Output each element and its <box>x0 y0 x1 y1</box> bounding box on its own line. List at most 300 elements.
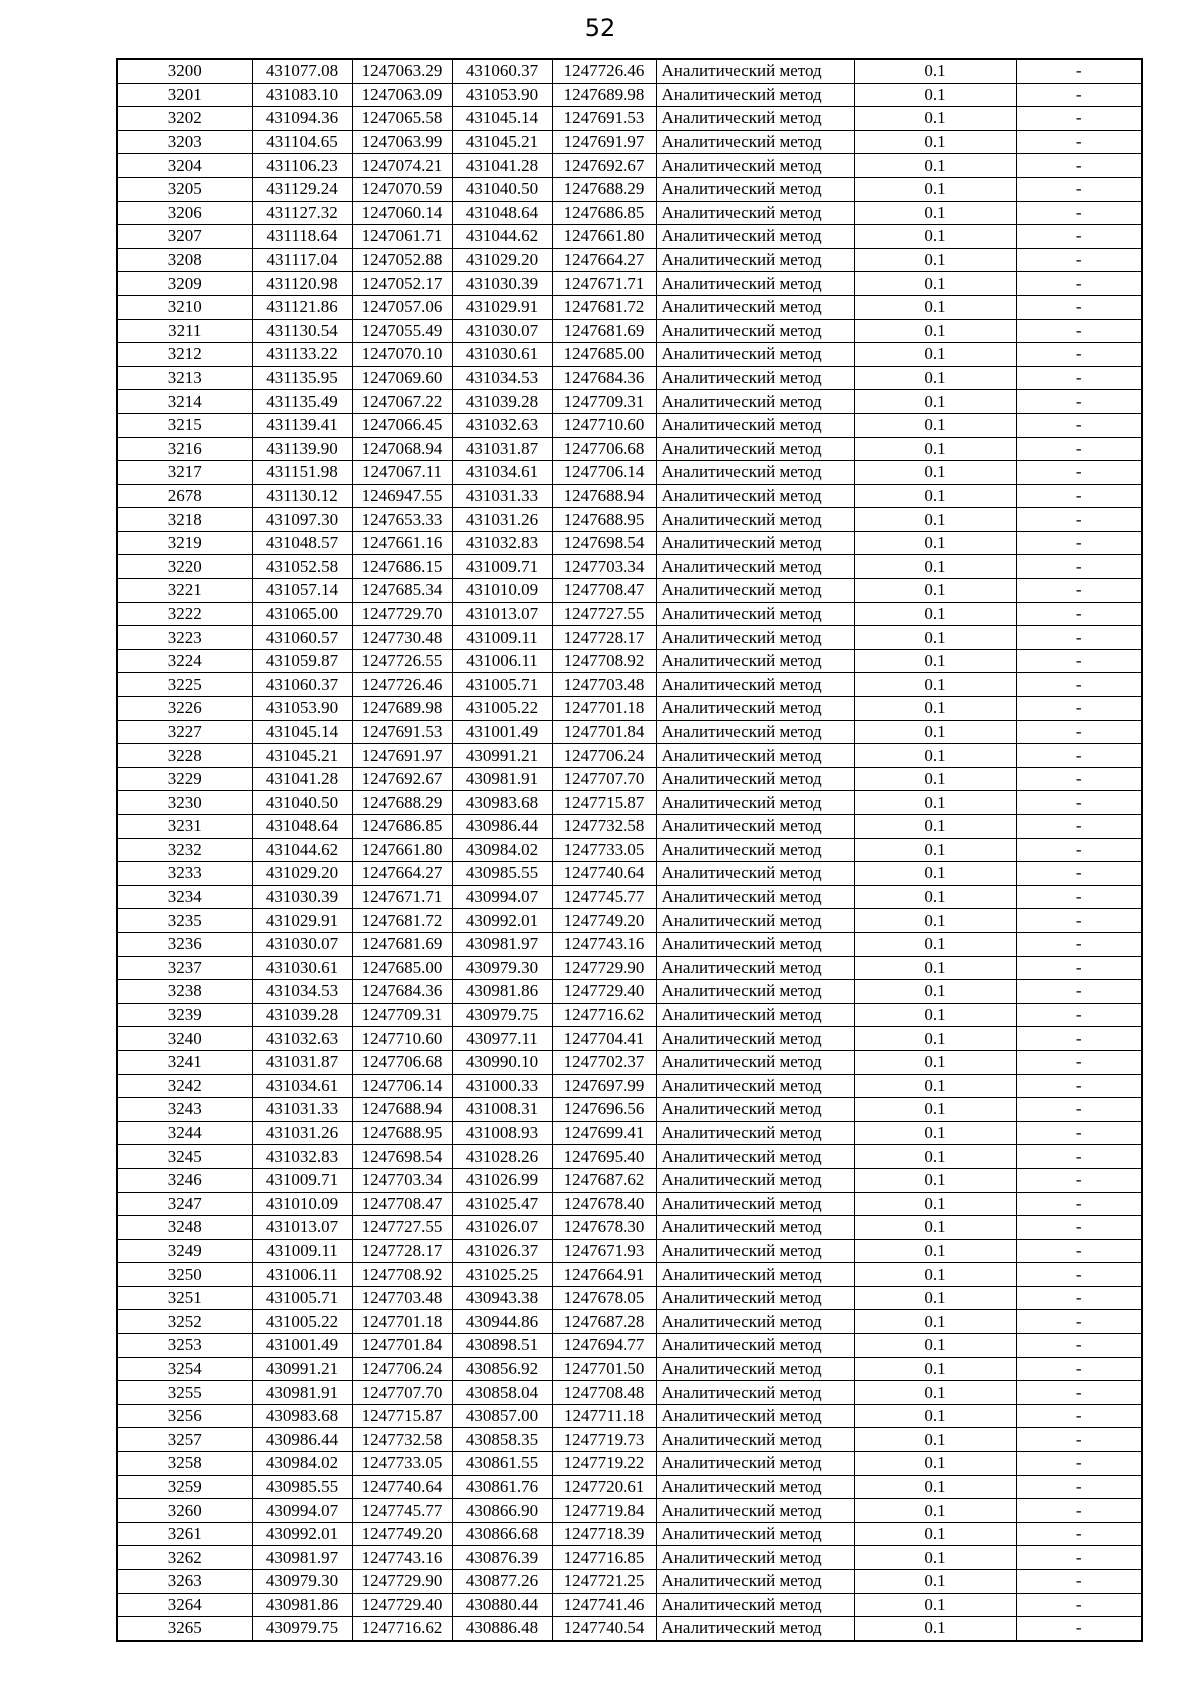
y-old-cell: 1247729.70 <box>352 602 452 626</box>
table-row <box>117 59 1142 83</box>
y-old-cell: 1247726.55 <box>352 649 452 673</box>
method-cell: Аналитический метод <box>656 579 854 603</box>
accuracy-cell: 0.1 <box>854 1570 1016 1594</box>
note-cell: - <box>1016 602 1142 626</box>
y-old-cell: 1247685.34 <box>352 579 452 603</box>
method-cell: Аналитический метод <box>656 1310 854 1334</box>
point-number-cell: 3259 <box>117 1475 252 1499</box>
note-cell: - <box>1016 366 1142 390</box>
note-cell: - <box>1016 1617 1142 1641</box>
table-row <box>117 885 1142 909</box>
x-new-cell: 431009.11 <box>452 626 552 650</box>
y-old-cell: 1247730.48 <box>352 626 452 650</box>
y-new-cell: 1247741.46 <box>552 1593 656 1617</box>
accuracy-cell: 0.1 <box>854 1216 1016 1240</box>
y-old-cell: 1247745.77 <box>352 1499 452 1523</box>
point-number-cell: 3226 <box>117 697 252 721</box>
point-number-cell: 3232 <box>117 838 252 862</box>
note-cell: - <box>1016 673 1142 697</box>
y-old-cell: 1247653.33 <box>352 508 452 532</box>
table-row <box>117 1310 1142 1334</box>
accuracy-cell: 0.1 <box>854 1098 1016 1122</box>
point-number-cell: 3233 <box>117 862 252 886</box>
x-old-cell: 431045.21 <box>252 744 352 768</box>
note-cell: - <box>1016 1216 1142 1240</box>
x-old-cell: 431053.90 <box>252 697 352 721</box>
table-row <box>117 1452 1142 1476</box>
accuracy-cell: 0.1 <box>854 295 1016 319</box>
method-cell: Аналитический метод <box>656 815 854 839</box>
y-old-cell: 1247733.05 <box>352 1452 452 1476</box>
table-row <box>117 1404 1142 1428</box>
x-new-cell: 430877.26 <box>452 1570 552 1594</box>
accuracy-cell: 0.1 <box>854 838 1016 862</box>
x-new-cell: 431005.22 <box>452 697 552 721</box>
x-new-cell: 431030.61 <box>452 343 552 367</box>
x-old-cell: 431077.08 <box>252 59 352 83</box>
y-new-cell: 1247727.55 <box>552 602 656 626</box>
point-number-cell: 3230 <box>117 791 252 815</box>
x-old-cell: 430979.75 <box>252 1617 352 1641</box>
accuracy-cell: 0.1 <box>854 177 1016 201</box>
y-old-cell: 1247701.18 <box>352 1310 452 1334</box>
x-new-cell: 431031.26 <box>452 508 552 532</box>
point-number-cell: 3221 <box>117 579 252 603</box>
x-old-cell: 431059.87 <box>252 649 352 673</box>
note-cell: - <box>1016 437 1142 461</box>
method-cell: Аналитический метод <box>656 1192 854 1216</box>
x-new-cell: 431029.91 <box>452 295 552 319</box>
y-new-cell: 1247706.14 <box>552 461 656 485</box>
table-row <box>117 461 1142 485</box>
y-old-cell: 1247706.24 <box>352 1357 452 1381</box>
note-cell: - <box>1016 1428 1142 1452</box>
x-old-cell: 431030.61 <box>252 956 352 980</box>
y-new-cell: 1247694.77 <box>552 1334 656 1358</box>
accuracy-cell: 0.1 <box>854 83 1016 107</box>
y-new-cell: 1247688.95 <box>552 508 656 532</box>
y-old-cell: 1247070.59 <box>352 177 452 201</box>
accuracy-cell: 0.1 <box>854 1050 1016 1074</box>
x-old-cell: 431032.63 <box>252 1027 352 1051</box>
x-old-cell: 431030.07 <box>252 932 352 956</box>
x-new-cell: 431013.07 <box>452 602 552 626</box>
x-old-cell: 431001.49 <box>252 1334 352 1358</box>
y-old-cell: 1247661.80 <box>352 838 452 862</box>
y-new-cell: 1247732.58 <box>552 815 656 839</box>
x-new-cell: 431026.99 <box>452 1168 552 1192</box>
y-old-cell: 1247749.20 <box>352 1522 452 1546</box>
note-cell: - <box>1016 649 1142 673</box>
point-number-cell: 3229 <box>117 767 252 791</box>
x-old-cell: 430985.55 <box>252 1475 352 1499</box>
x-old-cell: 431009.11 <box>252 1239 352 1263</box>
note-cell: - <box>1016 83 1142 107</box>
point-number-cell: 3255 <box>117 1381 252 1405</box>
point-number-cell: 3210 <box>117 295 252 319</box>
method-cell: Аналитический метод <box>656 838 854 862</box>
accuracy-cell: 0.1 <box>854 59 1016 83</box>
note-cell: - <box>1016 956 1142 980</box>
y-old-cell: 1247701.84 <box>352 1334 452 1358</box>
point-number-cell: 3234 <box>117 885 252 909</box>
table-row <box>117 1475 1142 1499</box>
y-old-cell: 1247709.31 <box>352 1003 452 1027</box>
table-row <box>117 1334 1142 1358</box>
x-old-cell: 431083.10 <box>252 83 352 107</box>
y-new-cell: 1247671.93 <box>552 1239 656 1263</box>
y-new-cell: 1247699.41 <box>552 1121 656 1145</box>
accuracy-cell: 0.1 <box>854 1263 1016 1287</box>
table-row <box>117 744 1142 768</box>
y-old-cell: 1247063.29 <box>352 59 452 83</box>
note-cell: - <box>1016 909 1142 933</box>
table-row <box>117 1168 1142 1192</box>
table-row <box>117 1570 1142 1594</box>
y-new-cell: 1247707.70 <box>552 767 656 791</box>
y-new-cell: 1247695.40 <box>552 1145 656 1169</box>
point-number-cell: 3241 <box>117 1050 252 1074</box>
x-old-cell: 431039.28 <box>252 1003 352 1027</box>
table-row <box>117 1546 1142 1570</box>
y-new-cell: 1247664.91 <box>552 1263 656 1287</box>
accuracy-cell: 0.1 <box>854 154 1016 178</box>
accuracy-cell: 0.1 <box>854 1192 1016 1216</box>
y-old-cell: 1247063.99 <box>352 130 452 154</box>
y-old-cell: 1247063.09 <box>352 83 452 107</box>
point-number-cell: 3249 <box>117 1239 252 1263</box>
table-row <box>117 1074 1142 1098</box>
x-old-cell: 431121.86 <box>252 295 352 319</box>
point-number-cell: 3254 <box>117 1357 252 1381</box>
y-old-cell: 1247686.85 <box>352 815 452 839</box>
x-new-cell: 431034.61 <box>452 461 552 485</box>
table-row <box>117 366 1142 390</box>
note-cell: - <box>1016 1452 1142 1476</box>
point-number-cell: 3244 <box>117 1121 252 1145</box>
y-new-cell: 1247709.31 <box>552 390 656 414</box>
accuracy-cell: 0.1 <box>854 1546 1016 1570</box>
method-cell: Аналитический метод <box>656 1027 854 1051</box>
y-new-cell: 1247691.53 <box>552 107 656 131</box>
accuracy-cell: 0.1 <box>854 107 1016 131</box>
accuracy-cell: 0.1 <box>854 1452 1016 1476</box>
y-old-cell: 1247661.16 <box>352 531 452 555</box>
method-cell: Аналитический метод <box>656 767 854 791</box>
method-cell: Аналитический метод <box>656 413 854 437</box>
accuracy-cell: 0.1 <box>854 649 1016 673</box>
note-cell: - <box>1016 932 1142 956</box>
table-row <box>117 343 1142 367</box>
note-cell: - <box>1016 272 1142 296</box>
table-row <box>117 956 1142 980</box>
x-new-cell: 431000.33 <box>452 1074 552 1098</box>
method-cell: Аналитический метод <box>656 1098 854 1122</box>
y-new-cell: 1247716.62 <box>552 1003 656 1027</box>
x-old-cell: 431118.64 <box>252 225 352 249</box>
method-cell: Аналитический метод <box>656 673 854 697</box>
y-new-cell: 1247678.30 <box>552 1216 656 1240</box>
accuracy-cell: 0.1 <box>854 1003 1016 1027</box>
table-row <box>117 1216 1142 1240</box>
y-new-cell: 1247719.84 <box>552 1499 656 1523</box>
accuracy-cell: 0.1 <box>854 555 1016 579</box>
note-cell: - <box>1016 1546 1142 1570</box>
table-row <box>117 1003 1142 1027</box>
method-cell: Аналитический метод <box>656 343 854 367</box>
y-new-cell: 1247689.98 <box>552 83 656 107</box>
method-cell: Аналитический метод <box>656 225 854 249</box>
x-old-cell: 431060.37 <box>252 673 352 697</box>
table-row <box>117 225 1142 249</box>
table-row <box>117 1357 1142 1381</box>
note-cell: - <box>1016 1593 1142 1617</box>
accuracy-cell: 0.1 <box>854 319 1016 343</box>
x-old-cell: 431104.65 <box>252 130 352 154</box>
note-cell: - <box>1016 201 1142 225</box>
y-old-cell: 1247664.27 <box>352 862 452 886</box>
accuracy-cell: 0.1 <box>854 602 1016 626</box>
point-number-cell: 3260 <box>117 1499 252 1523</box>
x-new-cell: 430984.02 <box>452 838 552 862</box>
y-old-cell: 1247691.53 <box>352 720 452 744</box>
method-cell: Аналитический метод <box>656 83 854 107</box>
note-cell: - <box>1016 1027 1142 1051</box>
x-new-cell: 430858.35 <box>452 1428 552 1452</box>
y-old-cell: 1247692.67 <box>352 767 452 791</box>
method-cell: Аналитический метод <box>656 862 854 886</box>
point-number-cell: 3228 <box>117 744 252 768</box>
y-new-cell: 1247691.97 <box>552 130 656 154</box>
x-new-cell: 430861.76 <box>452 1475 552 1499</box>
y-old-cell: 1247732.58 <box>352 1428 452 1452</box>
accuracy-cell: 0.1 <box>854 1145 1016 1169</box>
note-cell: - <box>1016 1522 1142 1546</box>
y-new-cell: 1247745.77 <box>552 885 656 909</box>
x-new-cell: 430866.68 <box>452 1522 552 1546</box>
y-new-cell: 1247715.87 <box>552 791 656 815</box>
note-cell: - <box>1016 1003 1142 1027</box>
note-cell: - <box>1016 461 1142 485</box>
table-row <box>117 1428 1142 1452</box>
method-cell: Аналитический метод <box>656 1428 854 1452</box>
table-row <box>117 154 1142 178</box>
point-number-cell: 3205 <box>117 177 252 201</box>
y-old-cell: 1247067.11 <box>352 461 452 485</box>
point-number-cell: 3231 <box>117 815 252 839</box>
y-new-cell: 1247703.34 <box>552 555 656 579</box>
accuracy-cell: 0.1 <box>854 815 1016 839</box>
method-cell: Аналитический метод <box>656 1522 854 1546</box>
note-cell: - <box>1016 1499 1142 1523</box>
y-new-cell: 1247686.85 <box>552 201 656 225</box>
point-number-cell: 3213 <box>117 366 252 390</box>
y-new-cell: 1247719.22 <box>552 1452 656 1476</box>
table-row <box>117 484 1142 508</box>
accuracy-cell: 0.1 <box>854 1522 1016 1546</box>
table-row <box>117 1381 1142 1405</box>
y-new-cell: 1247729.40 <box>552 980 656 1004</box>
x-old-cell: 431029.20 <box>252 862 352 886</box>
y-old-cell: 1247688.94 <box>352 1098 452 1122</box>
accuracy-cell: 0.1 <box>854 956 1016 980</box>
y-old-cell: 1247066.45 <box>352 413 452 437</box>
x-new-cell: 431025.25 <box>452 1263 552 1287</box>
x-new-cell: 431026.37 <box>452 1239 552 1263</box>
accuracy-cell: 0.1 <box>854 980 1016 1004</box>
method-cell: Аналитический метод <box>656 295 854 319</box>
table-row <box>117 791 1142 815</box>
table-row <box>117 319 1142 343</box>
x-new-cell: 431010.09 <box>452 579 552 603</box>
y-new-cell: 1247740.64 <box>552 862 656 886</box>
accuracy-cell: 0.1 <box>854 201 1016 225</box>
table-row <box>117 413 1142 437</box>
note-cell: - <box>1016 130 1142 154</box>
y-old-cell: 1247055.49 <box>352 319 452 343</box>
x-new-cell: 431028.26 <box>452 1145 552 1169</box>
method-cell: Аналитический метод <box>656 1570 854 1594</box>
x-new-cell: 431006.11 <box>452 649 552 673</box>
method-cell: Аналитический метод <box>656 366 854 390</box>
y-new-cell: 1247703.48 <box>552 673 656 697</box>
accuracy-cell: 0.1 <box>854 225 1016 249</box>
table-row <box>117 1192 1142 1216</box>
point-number-cell: 3250 <box>117 1263 252 1287</box>
x-old-cell: 431044.62 <box>252 838 352 862</box>
y-old-cell: 1247671.71 <box>352 885 452 909</box>
accuracy-cell: 0.1 <box>854 1334 1016 1358</box>
table-row <box>117 1050 1142 1074</box>
note-cell: - <box>1016 154 1142 178</box>
y-new-cell: 1247698.54 <box>552 531 656 555</box>
accuracy-cell: 0.1 <box>854 744 1016 768</box>
note-cell: - <box>1016 1098 1142 1122</box>
accuracy-cell: 0.1 <box>854 1121 1016 1145</box>
x-old-cell: 431040.50 <box>252 791 352 815</box>
x-old-cell: 431029.91 <box>252 909 352 933</box>
x-old-cell: 431057.14 <box>252 579 352 603</box>
point-number-cell: 3243 <box>117 1098 252 1122</box>
y-new-cell: 1247708.47 <box>552 579 656 603</box>
note-cell: - <box>1016 319 1142 343</box>
x-old-cell: 431130.12 <box>252 484 352 508</box>
x-old-cell: 430991.21 <box>252 1357 352 1381</box>
note-cell: - <box>1016 295 1142 319</box>
point-number-cell: 3257 <box>117 1428 252 1452</box>
point-number-cell: 3214 <box>117 390 252 414</box>
x-old-cell: 431031.87 <box>252 1050 352 1074</box>
note-cell: - <box>1016 744 1142 768</box>
accuracy-cell: 0.1 <box>854 484 1016 508</box>
method-cell: Аналитический метод <box>656 107 854 131</box>
table-row <box>117 201 1142 225</box>
y-old-cell: 1247710.60 <box>352 1027 452 1051</box>
method-cell: Аналитический метод <box>656 508 854 532</box>
point-number-cell: 3225 <box>117 673 252 697</box>
y-old-cell: 1247707.70 <box>352 1381 452 1405</box>
table-row <box>117 1286 1142 1310</box>
note-cell: - <box>1016 1074 1142 1098</box>
y-new-cell: 1247681.72 <box>552 295 656 319</box>
x-old-cell: 431135.95 <box>252 366 352 390</box>
point-number-cell: 3222 <box>117 602 252 626</box>
y-old-cell: 1247729.40 <box>352 1593 452 1617</box>
x-old-cell: 431031.26 <box>252 1121 352 1145</box>
method-cell: Аналитический метод <box>656 484 854 508</box>
x-new-cell: 430977.11 <box>452 1027 552 1051</box>
y-new-cell: 1247678.05 <box>552 1286 656 1310</box>
x-new-cell: 431060.37 <box>452 59 552 83</box>
point-number-cell: 3209 <box>117 272 252 296</box>
table-row <box>117 932 1142 956</box>
note-cell: - <box>1016 579 1142 603</box>
y-old-cell: 1247689.98 <box>352 697 452 721</box>
table-row <box>117 107 1142 131</box>
accuracy-cell: 0.1 <box>854 579 1016 603</box>
y-new-cell: 1247716.85 <box>552 1546 656 1570</box>
method-cell: Аналитический метод <box>656 59 854 83</box>
table-row <box>117 673 1142 697</box>
accuracy-cell: 0.1 <box>854 1428 1016 1452</box>
accuracy-cell: 0.1 <box>854 1475 1016 1499</box>
x-new-cell: 430981.91 <box>452 767 552 791</box>
point-number-cell: 3223 <box>117 626 252 650</box>
x-new-cell: 431044.62 <box>452 225 552 249</box>
y-old-cell: 1247065.58 <box>352 107 452 131</box>
accuracy-cell: 0.1 <box>854 1593 1016 1617</box>
x-new-cell: 431045.21 <box>452 130 552 154</box>
table-row <box>117 1617 1142 1641</box>
point-number-cell: 3239 <box>117 1003 252 1027</box>
x-old-cell: 431117.04 <box>252 248 352 272</box>
point-number-cell: 3217 <box>117 461 252 485</box>
method-cell: Аналитический метод <box>656 555 854 579</box>
x-new-cell: 431008.31 <box>452 1098 552 1122</box>
y-new-cell: 1247710.60 <box>552 413 656 437</box>
method-cell: Аналитический метод <box>656 649 854 673</box>
point-number-cell: 3235 <box>117 909 252 933</box>
note-cell: - <box>1016 1263 1142 1287</box>
y-new-cell: 1247721.25 <box>552 1570 656 1594</box>
y-new-cell: 1247661.80 <box>552 225 656 249</box>
x-new-cell: 430858.04 <box>452 1381 552 1405</box>
y-new-cell: 1247701.18 <box>552 697 656 721</box>
x-new-cell: 430857.00 <box>452 1404 552 1428</box>
table-row <box>117 838 1142 862</box>
x-old-cell: 431045.14 <box>252 720 352 744</box>
table-row <box>117 1522 1142 1546</box>
point-number-cell: 3238 <box>117 980 252 1004</box>
method-cell: Аналитический метод <box>656 1499 854 1523</box>
table-row <box>117 1098 1142 1122</box>
accuracy-cell: 0.1 <box>854 272 1016 296</box>
note-cell: - <box>1016 225 1142 249</box>
x-new-cell: 431031.87 <box>452 437 552 461</box>
y-old-cell: 1247703.34 <box>352 1168 452 1192</box>
x-old-cell: 431006.11 <box>252 1263 352 1287</box>
y-old-cell: 1246947.55 <box>352 484 452 508</box>
point-number-cell: 3245 <box>117 1145 252 1169</box>
accuracy-cell: 0.1 <box>854 1286 1016 1310</box>
method-cell: Аналитический метод <box>656 1546 854 1570</box>
x-new-cell: 430876.39 <box>452 1546 552 1570</box>
method-cell: Аналитический метод <box>656 1452 854 1476</box>
method-cell: Аналитический метод <box>656 130 854 154</box>
y-old-cell: 1247715.87 <box>352 1404 452 1428</box>
x-old-cell: 431032.83 <box>252 1145 352 1169</box>
method-cell: Аналитический метод <box>656 248 854 272</box>
